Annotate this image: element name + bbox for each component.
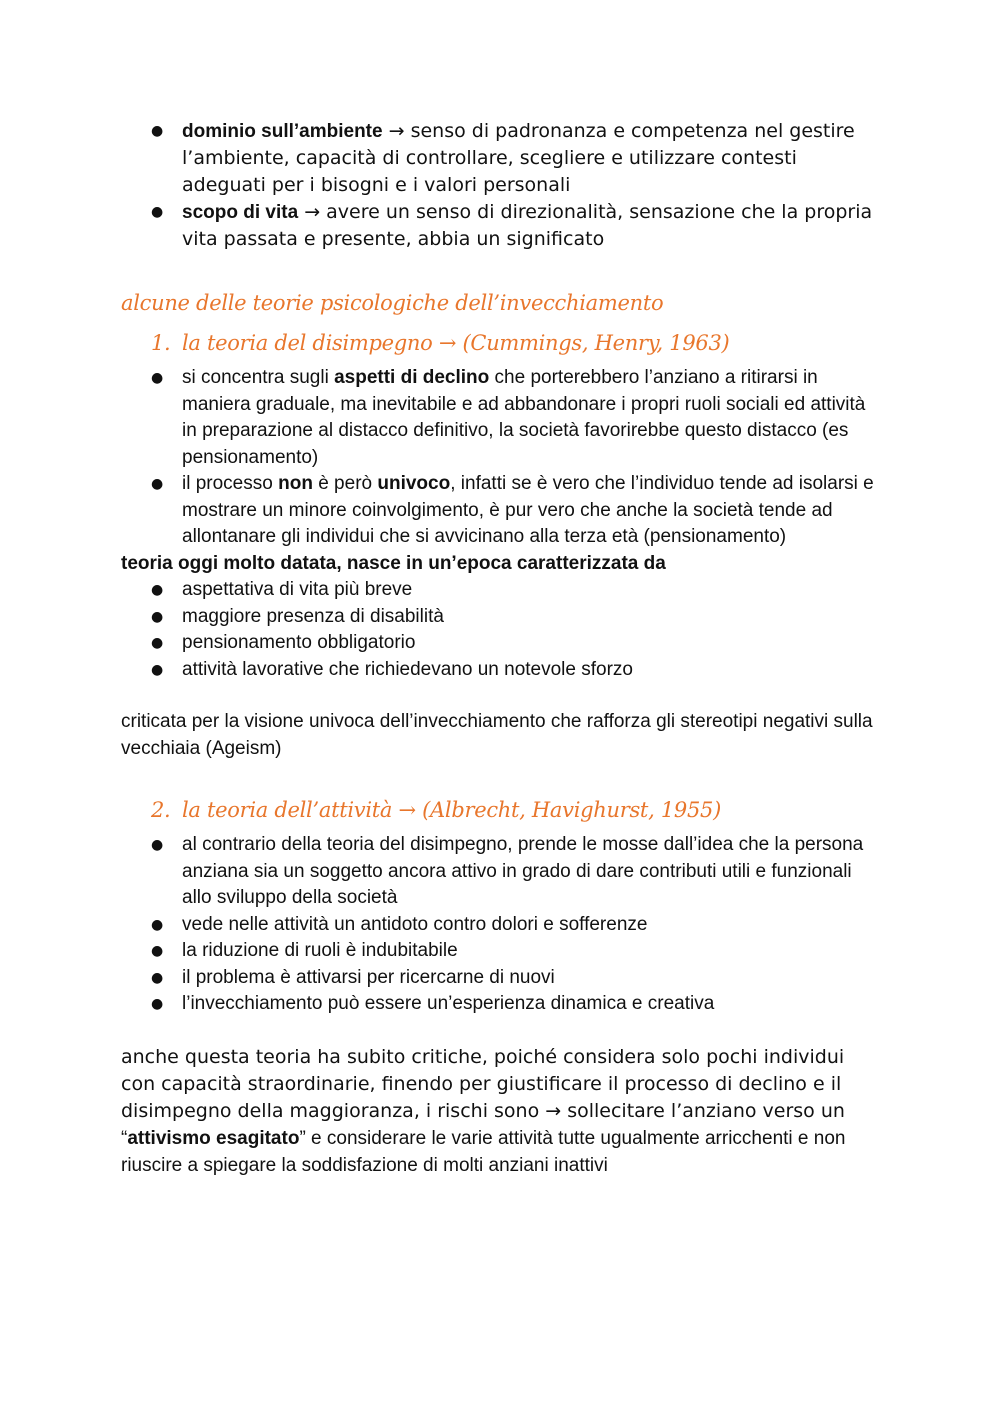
context-list bbox=[121, 577, 881, 683]
text: , infatti se è vero che l’individuo tende ad isolarsi e mostrare un minore coinvolgimento, è pur vero che anche la società tende ad allontanare gli individui che si avvicinano alla terza età (pensionamento) bbox=[182, 473, 874, 547]
bold-text: non bbox=[278, 473, 313, 494]
text: ” e considerare le varie attività tutte ugualmente arricchenti e non riuscire a spiegare la soddisfazione di molti anziani inattivi bbox=[121, 1127, 846, 1176]
list-item: ● la riduzione di ruoli è indubitabile bbox=[121, 938, 881, 965]
bold-text: attivismo esagitato bbox=[127, 1127, 300, 1149]
list-item: ● pensionamento obbligatorio bbox=[121, 630, 881, 657]
theory-number: 2. bbox=[151, 798, 171, 822]
list-item bbox=[121, 118, 881, 199]
list-item bbox=[121, 471, 881, 551]
section-title: alcune delle teorie psicologiche dell’invecchiamento bbox=[121, 291, 664, 315]
term: scopo di vita bbox=[182, 202, 299, 223]
theory-2-list bbox=[121, 832, 881, 1018]
context-heading: teoria oggi molto datata, nasce in un’epoca caratterizzata da bbox=[121, 552, 666, 574]
definition: senso di padronanza e competenza nel gestire l’ambiente, capacità di controllare, scegliere e utilizzare contesti adeguati per i bisogni e i valori personali bbox=[182, 120, 855, 196]
definition: avere un senso di direzionalità, sensazione che la propria vita passata e presente, abbia un significato bbox=[182, 201, 873, 250]
theory-number: 1. bbox=[151, 331, 171, 355]
list-item: ● il problema è attivarsi per ricercarne di nuovi bbox=[121, 965, 881, 992]
text: “ bbox=[121, 1127, 128, 1149]
list-item: ● aspettativa di vita più breve bbox=[121, 577, 881, 604]
document-page bbox=[121, 118, 881, 1180]
bold-text: aspetti di declino bbox=[334, 367, 490, 388]
list-item bbox=[121, 365, 881, 471]
theory-1-heading bbox=[121, 329, 881, 357]
text: che porterebbero l’anziano a ritirarsi in maniera graduale, ma inevitabile e ad abbandonare i propri ruoli sociali ed attività in preparazione al distacco definitivo, la società favorirebbe questo distacco (es pensionamento) bbox=[182, 367, 866, 468]
theory-2-heading bbox=[121, 796, 881, 824]
theory-title: la teoria dell’attività → (Albrecht, Havighurst, 1955) bbox=[182, 798, 721, 822]
theory-title: la teoria del disimpegno → (Cummings, Henry, 1963) bbox=[182, 331, 730, 355]
list-item bbox=[121, 199, 881, 253]
text: è però bbox=[312, 473, 378, 494]
arrow: → bbox=[304, 201, 321, 223]
arrow: → bbox=[388, 120, 405, 142]
bold-text: univoco bbox=[377, 473, 451, 494]
list-item: ● maggiore presenza di disabilità bbox=[121, 604, 881, 631]
text: anche questa teoria ha subito critiche, poiché considera solo pochi individui con capacità straordinarie, finendo per giustificare il processo di declino e il disimpegno della maggioranza, i rischi sono → sollecitare l’anziano verso un bbox=[121, 1045, 845, 1122]
list-item: ● attività lavorative che richiedevano un notevole sforzo bbox=[121, 657, 881, 684]
text: il processo bbox=[182, 473, 279, 494]
theory-2-criticism bbox=[121, 1044, 881, 1180]
list-item: ● l’invecchiamento può essere un’esperienza dinamica e creativa bbox=[121, 991, 881, 1018]
intro-list bbox=[121, 118, 881, 253]
theory-1-list bbox=[121, 365, 881, 551]
text: si concentra sugli bbox=[182, 367, 335, 388]
theory-1-criticism: criticata per la visione univoca dell’invecchiamento che rafforza gli stereotipi negativi sulla vecchiaia (Ageism) bbox=[121, 711, 873, 759]
term: dominio sull’ambiente bbox=[182, 121, 383, 142]
list-item: ● al contrario della teoria del disimpegno, prende le mosse dall’idea che la persona anziana sia un soggetto ancora attivo in grado di dare contributi utili e funzionali allo sviluppo della società bbox=[121, 832, 881, 912]
list-item: ● vede nelle attività un antidoto contro dolori e sofferenze bbox=[121, 912, 881, 939]
